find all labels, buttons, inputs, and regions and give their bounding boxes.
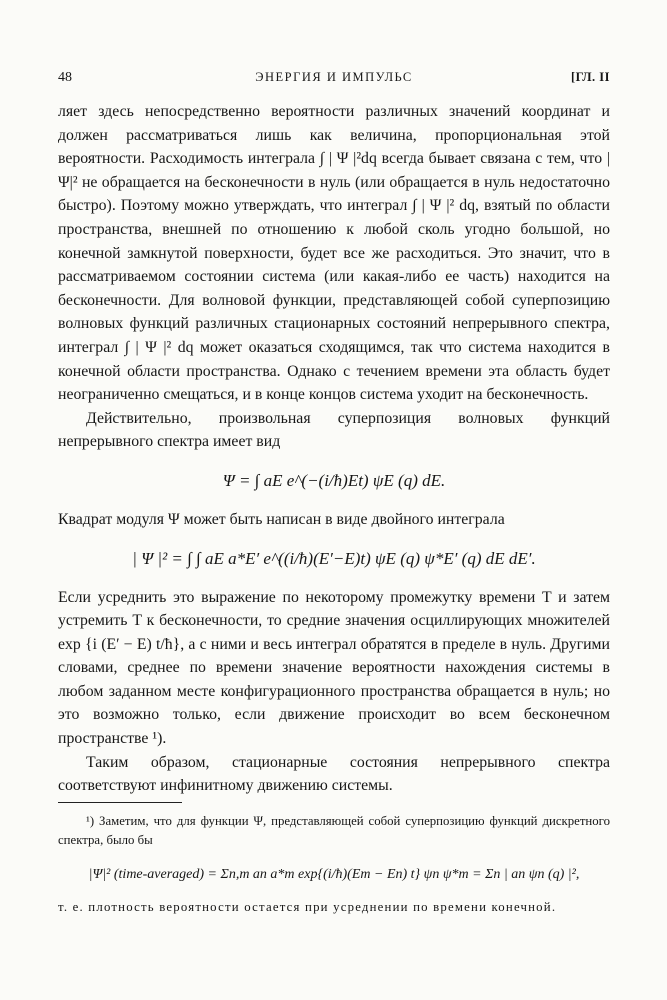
paragraph-3: Квадрат модуля Ψ может быть написан в виде двойного интеграла xyxy=(58,510,505,528)
equation-modulus-square: | Ψ |² = ∫ ∫ aE a*E′ e^((i/ħ)(E′−E)t) ψE (q) ψ*E′ (q) dE dE′. xyxy=(132,548,536,568)
paragraph-2: Действительно, произвольная суперпозиция волновых функций непрерывного спектра имеет вид xyxy=(58,409,610,451)
footnote-text: ¹) Заметим, что для функции Ψ, представляющей собой суперпозицию функций дискретного спектра, было бы xyxy=(58,814,610,847)
chapter-label: [ГЛ. II xyxy=(570,70,610,84)
paragraph-4: Если усреднить это выражение по некоторому промежутку времени T и затем устремить T к бесконечности, то средние значения осциллирующих множителей exp {i (E′ − E) t/ħ}, а с ними и весь интеграл обратятся в пределе в нуль. Другими словами, среднее по времени значение вероятности нахождения системы в любом заданном месте конфигурационного пространства обращается в нуль; но это возможно только, если движение происходит во всем бесконечном пространстве ¹). xyxy=(58,588,610,748)
main-text xyxy=(58,100,610,798)
equation-superposition: Ψ = ∫ aE e^(−(i/ħ)Et) ψE (q) dE. xyxy=(222,470,446,490)
page-number: 48 xyxy=(58,70,72,85)
footnote-divider xyxy=(58,802,182,803)
footnote-conclusion: т. е. плотность вероятности остается при усреднении по времени конечной. xyxy=(58,900,557,914)
footnote-equation: |Ψ|² (time-averaged) = Σn,m an a*m exp{(i/ħ)(Em − En) t} ψn ψ*m = Σn | an ψn (q) |², xyxy=(88,867,580,882)
page-header xyxy=(58,70,610,92)
running-title: ЭНЕРГИЯ И ИМПУЛЬС xyxy=(255,70,413,84)
paragraph-1: ляет здесь непосредственно вероятности различных значений координат и должен рассматриваться лишь как величина, пропорциональная этой вероятности. Расходимость интеграла ∫ | Ψ |²dq всегда бывает связана с тем, что |Ψ|² не обращается на бесконечности в нуль (или обращается в нуль недостаточно быстро). Поэтому можно утверждать, что интеграл ∫ | Ψ |² dq, взятый по области пространства, внешней по отношению к любой сколь угодно большой, но конечной замкнутой поверхности, будет все же расходиться. Это значит, что в рассматриваемом состоянии система (или какая-либо ее часть) находится на бесконечности. Для волновой функции, представляющей собой суперпозицию волновых функций различных стационарных состояний непрерывного спектра, интеграл ∫ | Ψ |² dq может оказаться сходящимся, так что система находится в конечной области пространства. Однако с течением времени эта область будет неограниченно смещаться, и в конце концов система уходит на бесконечность. xyxy=(58,103,610,404)
footnote xyxy=(58,812,610,917)
paragraph-5: Таким образом, стационарные состояния непрерывного спектра соответствуют инфинитному движению системы. xyxy=(58,753,610,795)
